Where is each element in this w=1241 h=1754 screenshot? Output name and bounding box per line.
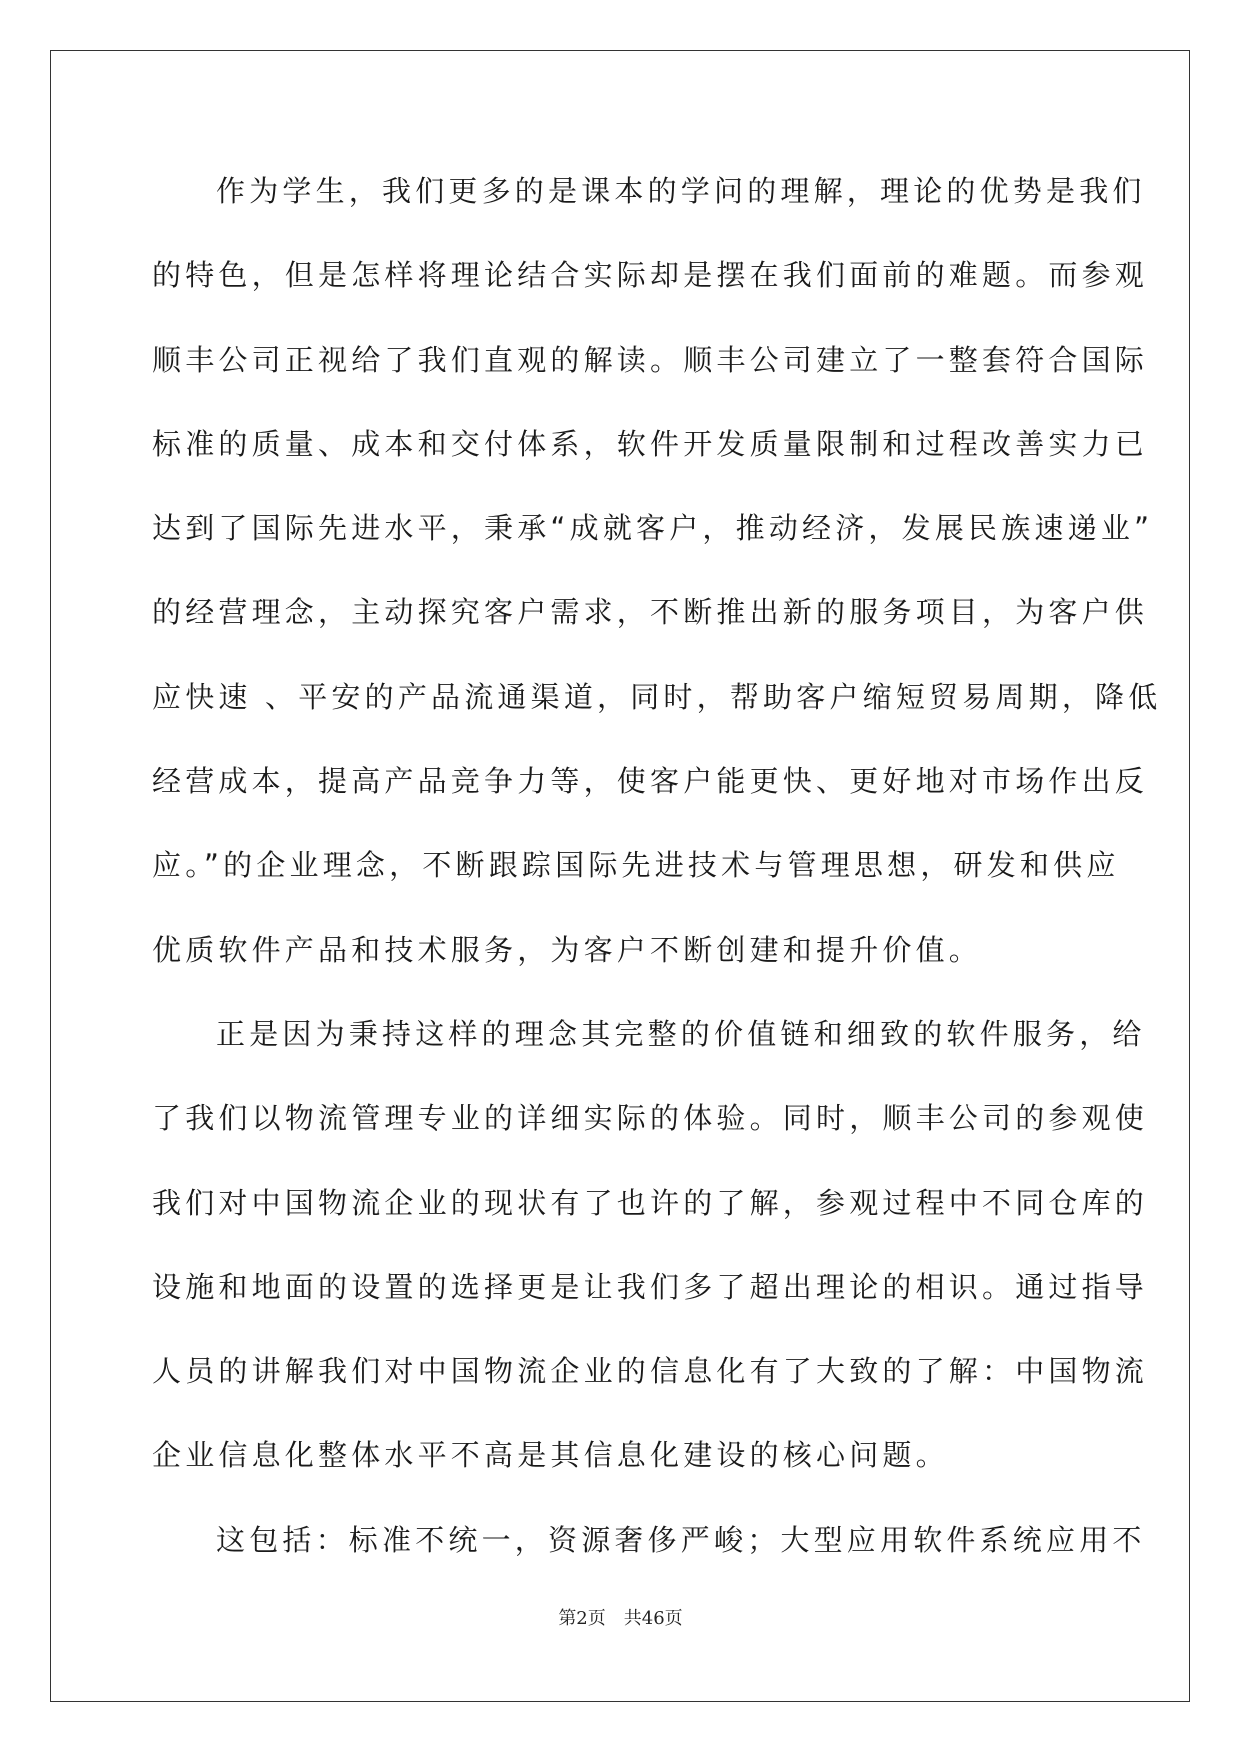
paragraph-line: 达到了国际先进水平，秉承“成就客户，推动经济，发展民族速递业” [152,511,1154,546]
paragraph-line: 正是因为秉持这样的理念其完整的价值链和细致的软件服务，给 [216,1016,1146,1051]
page-number-current: 第2页 [558,1608,606,1629]
page-number-total: 共46页 [623,1608,683,1629]
paragraph-line: 设施和地面的设置的选择更是让我们多了超出理论的相识。通过指导 [152,1269,1149,1304]
paragraph-line: 顺丰公司正视给了我们直观的解读。顺丰公司建立了一整套符合国际 [152,342,1149,377]
paragraph-line: 人员的讲解我们对中国物流企业的信息化有了大致的了解：中国物流 [152,1354,1149,1389]
paragraph-line: 了我们以物流管理专业的详细实际的体验。同时，顺丰公司的参观使 [152,1101,1149,1136]
paragraph-line: 经营成本，提高产品竞争力等，使客户能更快、更好地对市场作出反 [152,764,1149,799]
document-body [152,161,1162,1594]
paragraph-line: 应。”的企业理念，不断跟踪国际先进技术与管理思想，研发和供应 [152,848,1120,883]
paragraph-line: 的特色，但是怎样将理论结合实际却是摆在我们面前的难题。而参观 [152,258,1149,293]
paragraph-line: 的经营理念，主动探究客户需求，不断推出新的服务项目，为客户供 [152,595,1149,630]
page-footer [0,1604,1241,1630]
paragraph-line: 优质软件产品和技术服务，为客户不断创建和提升价值。 [152,932,983,967]
paragraph-line: 这包括：标准不统一，资源奢侈严峻；大型应用软件系统应用不 [216,1522,1146,1557]
paragraph-line: 我们对中国物流企业的现状有了也许的了解，参观过程中不同仓库的 [152,1185,1149,1220]
paragraph-line: 作为学生，我们更多的是课本的学问的理解，理论的优势是我们 [216,174,1146,208]
paragraph-line: 企业信息化整体水平不高是其信息化建设的核心问题。 [152,1438,949,1473]
paragraph-line: 应快速 、平安的产品流通渠道，同时，帮助客户缩短贸易周期，降低 [152,679,1162,714]
paragraph-line: 标准的质量、成本和交付体系，软件开发质量限制和过程改善实力已 [152,426,1149,461]
